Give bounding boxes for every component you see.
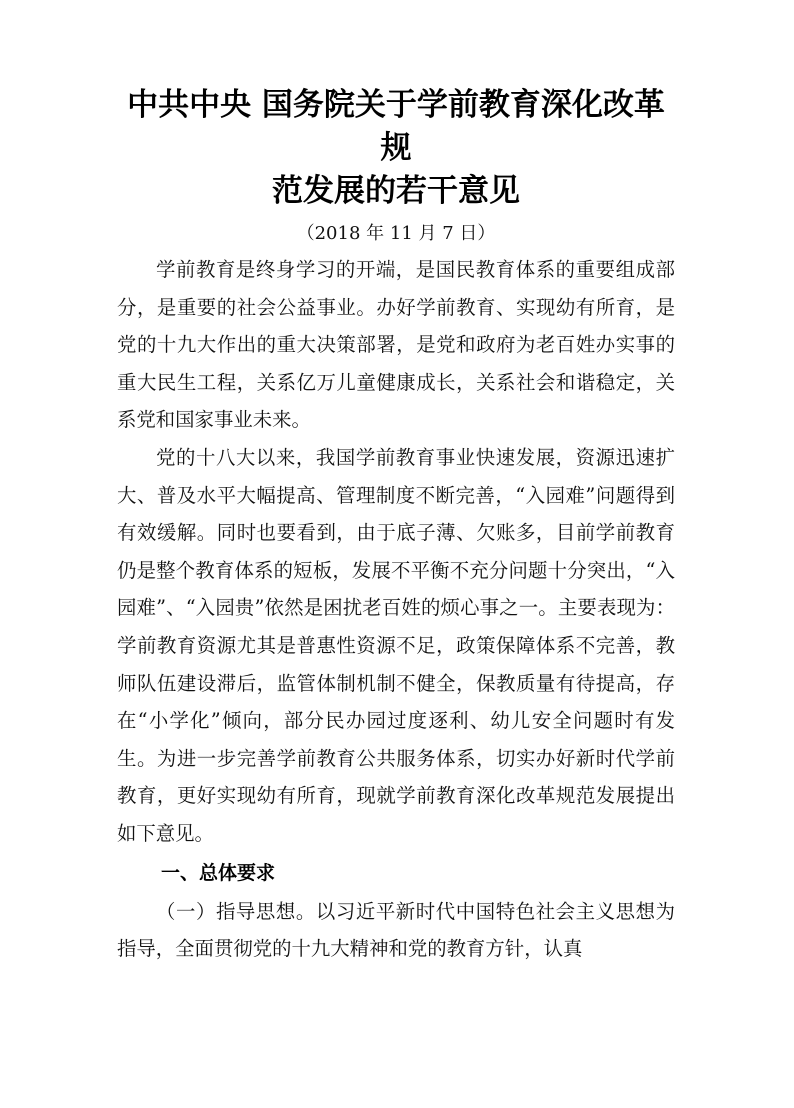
section-paragraph: （一）指导思想。以习近平新时代中国特色社会主义思想为指导，全面贯彻党的十九大精神和党的教育方针，认真 [117,899,675,961]
title-line-2: 范发展的若干意见 [272,173,520,209]
document-date: （2018 年 11 月 7 日） [296,223,496,244]
document-title [117,84,675,213]
body-paragraph: 党的十八大以来，我国学前教育事业快速发展，资源迅速扩大、普及水平大幅提高、管理制度不断完善，“入园难”问题得到有效缓解。同时也要看到，由于底子薄、欠账多，目前学前教育仍是整个教育体系的短板，发展不平衡不充分问题十分突出，“入园难”、“入园贵”依然是困扰老百姓的烦心事之一。主要表现为：学前教育资源尤其是普惠性资源不足，政策保障体系不完善，教师队伍建设滞后，监管体制机制不健全，保教质量有待提高，存在“小学化”倾向，部分民办园过度逐利、幼儿安全问题时有发生。为进一步完善学前教育公共服务体系，切实办好新时代学前教育，更好实现幼有所育，现就学前教育深化改革规范发展提出如下意见。 [117,445,675,845]
title-line-1: 中共中央 国务院关于学前教育深化改革规 [127,87,665,166]
body-paragraph: 学前教育是终身学习的开端，是国民教育体系的重要组成部分，是重要的社会公益事业。办好学前教育、实现幼有所育，是党的十九大作出的重大决策部署，是党和政府为老百姓办实事的重大民生工程，关系亿万儿童健康成长，关系社会和谐稳定，关系党和国家事业未来。 [117,258,675,432]
section-heading: 一、总体要求 [161,861,276,884]
